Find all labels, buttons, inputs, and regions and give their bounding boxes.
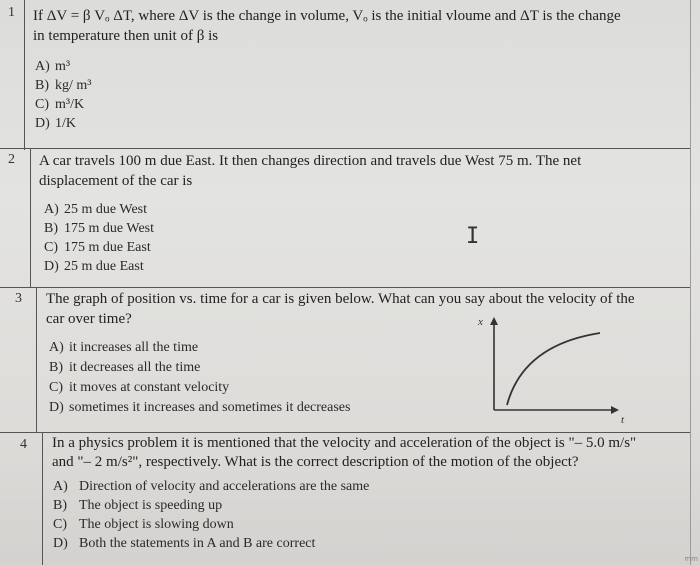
question-number: 3 [15, 291, 22, 306]
option-a[interactable]: A) m³ [35, 59, 71, 74]
question-text-line: and "– 2 m/s²", respectively. What is the correct description of the motion of the object? [52, 454, 579, 470]
question-number: 1 [8, 5, 15, 20]
question-text-line: A car travels 100 m due East. It then changes direction and travels due West 75 m. The net [39, 153, 582, 169]
option-c[interactable]: C) The object is slowing down [53, 517, 234, 532]
option-d[interactable]: D) 25 m due East [44, 259, 144, 274]
y-axis-label: x [478, 316, 483, 328]
option-d[interactable]: D) sometimes it increases and sometimes it decreases [49, 400, 351, 415]
question-text [33, 6, 688, 46]
options-list [49, 338, 350, 418]
text-cursor-icon: I [466, 224, 480, 249]
options-list [35, 57, 91, 133]
option-a[interactable]: A) it increases all the time [49, 340, 199, 355]
table-right-border [690, 0, 691, 565]
question-number: 2 [8, 152, 15, 167]
question-text-line: car over time? [46, 311, 132, 327]
question-text-line: displacement of the car is [39, 173, 193, 189]
question-number: 4 [20, 437, 27, 452]
table-column-divider [30, 148, 31, 288]
x-axis-label: t [621, 414, 625, 426]
question-text-line: If ΔV = β Vₒ ΔT, where ΔV is the change in volume, Vₒ is the initial vloume and ΔT is the change [33, 8, 621, 24]
option-c[interactable]: C) it moves at constant velocity [49, 380, 230, 395]
row-divider [0, 148, 690, 149]
question-text-line: in temperature then unit of β is [33, 28, 219, 44]
option-b[interactable]: B) kg/ m³ [35, 78, 92, 93]
y-axis-arrow-icon [490, 317, 498, 325]
option-b[interactable]: B) The object is speeding up [53, 498, 223, 513]
table-column-divider [36, 287, 37, 433]
row-divider [0, 287, 690, 288]
question-text-line: In a physics problem it is mentioned that the velocity and acceleration of the object is "– 5.0 m/s" [52, 435, 637, 451]
watermark: mm [684, 555, 698, 563]
option-c[interactable]: C) 175 m due East [44, 240, 151, 255]
table-column-divider [24, 0, 25, 150]
option-b[interactable]: B) 175 m due West [44, 221, 154, 236]
option-c[interactable]: C) m³/K [35, 97, 85, 112]
options-list [44, 200, 154, 276]
options-list [53, 477, 370, 551]
row-divider [0, 432, 690, 433]
question-text-line: The graph of position vs. time for a car is given below. What can you say about the velocity of the [46, 291, 635, 307]
option-a[interactable]: A) 25 m due West [44, 202, 147, 217]
position-curve [507, 333, 600, 405]
option-d[interactable]: D) 1/K [35, 116, 76, 131]
table-column-divider [42, 432, 43, 565]
x-axis-arrow-icon [611, 406, 619, 414]
option-a[interactable]: A) Direction of velocity and accelerations are the same [53, 479, 370, 494]
question-text [39, 151, 684, 191]
question-text [52, 434, 688, 472]
option-b[interactable]: B) it decreases all the time [49, 360, 201, 375]
option-d[interactable]: D) Both the statements in A and B are correct [53, 536, 316, 551]
position-time-graph [478, 315, 635, 426]
